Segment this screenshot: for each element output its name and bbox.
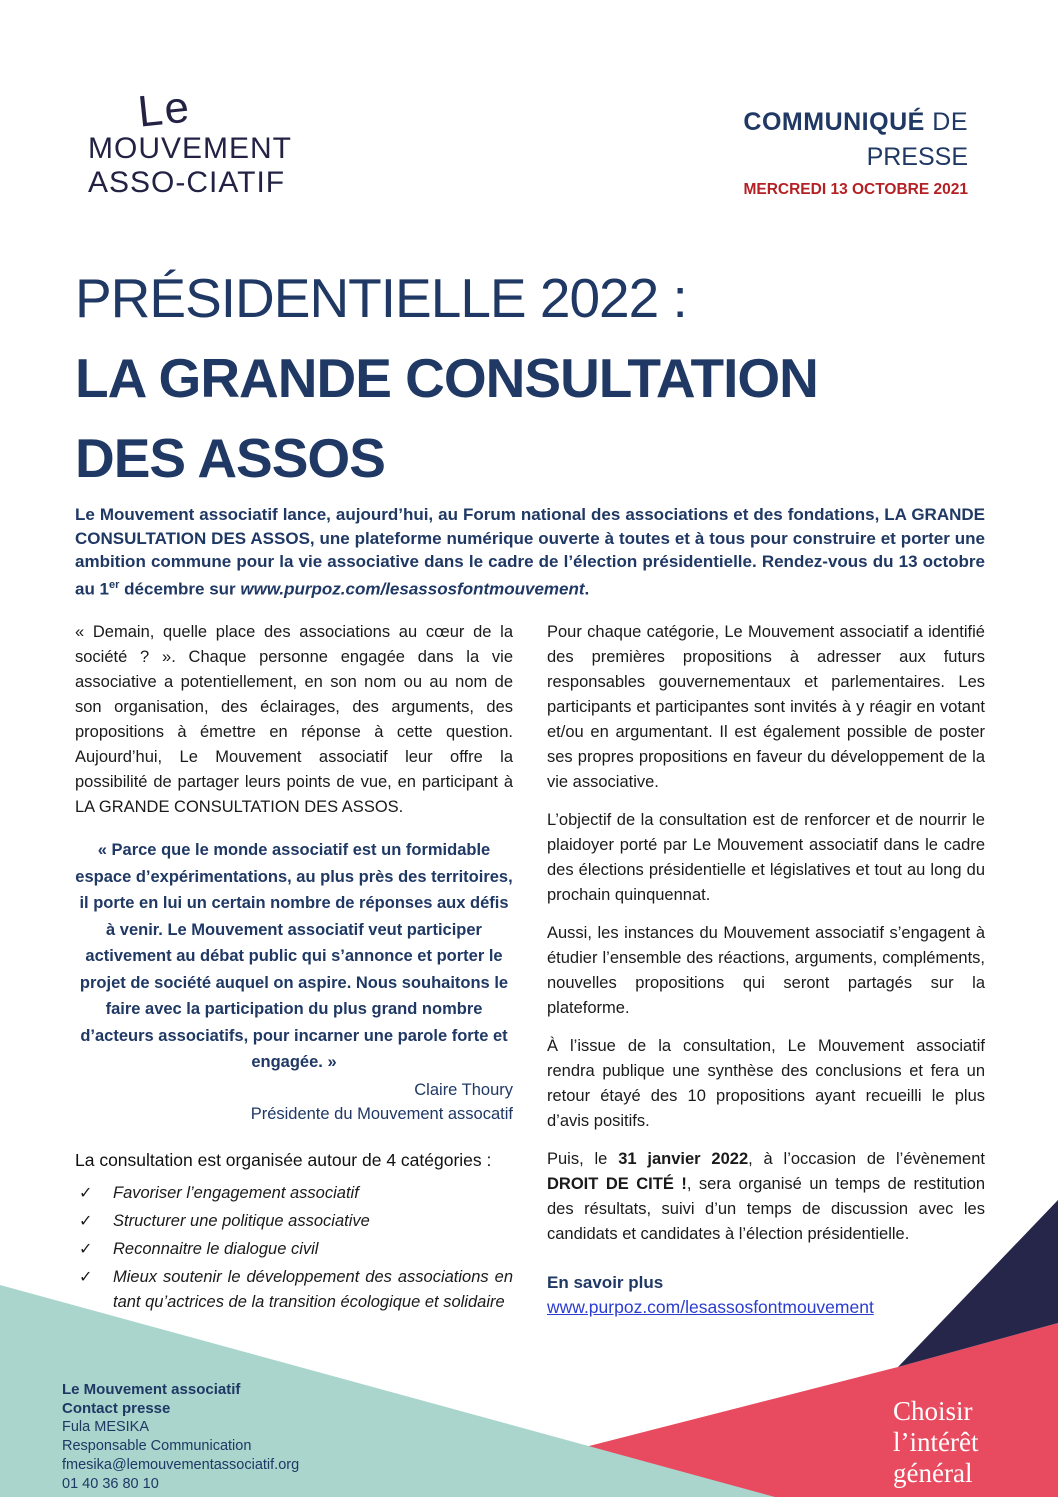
check-icon: ✓ bbox=[79, 1240, 93, 1258]
press-date: MERCREDI 13 OCTOBRE 2021 bbox=[743, 181, 968, 198]
tagline-line-2: l’intérêt bbox=[893, 1427, 979, 1457]
p5-event-name: DROIT DE CITÉ ! bbox=[547, 1175, 687, 1193]
president-quote: « Parce que le monde associatif est un formidable espace d’expérimentations, au plus près des territoires, il porte en lui un certain nombre de réponses aux défis à venir. Le Mouvement associatif veut participer activement au débat public qui s’annonce et porter le projet de société auquel on aspire. Nous souhaitons le faire avec la participation du plus grand nombre d’acteurs associatifs, pour incarner une parole forte et engagée. » bbox=[75, 841, 513, 1071]
kicker-line-1 bbox=[638, 108, 968, 137]
title-line-3: DES ASSOS bbox=[75, 427, 385, 489]
p5-text: Puis, le bbox=[547, 1150, 619, 1168]
page-title bbox=[75, 258, 1015, 498]
check-icon: ✓ bbox=[79, 1184, 93, 1202]
intro-paragraph bbox=[75, 503, 985, 601]
quote-author: Claire Thoury bbox=[414, 1080, 513, 1099]
left-paragraph-1: « Demain, quelle place des associations au cœur de la société ? ». Chaque personne engagée dans la vie associative a potentiellement, en son nom ou au nom de son organisation, des éclairages, des arguments, des propositions à émettre en réponse à cette question. Aujourd’hui, Le Mouvement associatif leur offre la possibilité de partager leurs points de vue, en participant à LA GRANDE CONSULTATION DES ASSOS. bbox=[75, 623, 513, 816]
title-line-1: PRÉSIDENTIELLE 2022 : bbox=[75, 267, 687, 329]
contact-email: fmesika@lemouvementassociatif.org bbox=[62, 1457, 300, 1473]
p5-text-2: , à l’occasion de l’évènement bbox=[748, 1150, 985, 1168]
title-line-2: LA GRANDE CONSULTATION bbox=[75, 347, 818, 409]
contact-name: Fula MESIKA bbox=[62, 1419, 150, 1435]
right-paragraph-3: Aussi, les instances du Mouvement associatif s’engagent à étudier l’ensemble des réactions, arguments, compléments, nouvelles propositions qui seront partagés sur la plateforme. bbox=[547, 924, 985, 1017]
intro-text-2: décembre sur bbox=[119, 579, 241, 599]
p5-date: 31 janvier 2022 bbox=[618, 1150, 749, 1168]
header-kicker bbox=[638, 108, 968, 199]
contact-block bbox=[62, 1380, 392, 1494]
right-paragraph-1: Pour chaque catégorie, Le Mouvement associatif a identifié des premières propositions à adresser aux futurs responsables gouvernementaux et parlementaires. Les participants et participantes sont invités à y réagir en votant et/ou en argumentant. Il est également possible de poster ses propres propositions en faveur du développement de la vie associative. bbox=[547, 623, 985, 791]
check-icon: ✓ bbox=[79, 1268, 93, 1286]
more-info-label: En savoir plus bbox=[547, 1273, 664, 1292]
right-paragraph-4: À l’issue de la consultation, Le Mouvement associatif rendra publique une synthèse des conclusions et fera un retour étayé des 10 propositions ayant recueilli le plus d’avis positifs. bbox=[547, 1037, 985, 1130]
logo-word-le: Le bbox=[135, 82, 194, 137]
tagline bbox=[893, 1396, 978, 1489]
intro-period: . bbox=[584, 579, 590, 599]
category-label: Structurer une politique associative bbox=[113, 1211, 370, 1230]
logo-word-associatif: ASSO-CIATIF bbox=[88, 166, 286, 199]
p5-text-3: , sera organisé un temps de restitution des résultats, suivi d’un temps de discussion avec les candidats et candidates à l’élection présidentielle. bbox=[547, 1175, 985, 1243]
contact-phone: 01 40 36 80 10 bbox=[62, 1476, 159, 1492]
more-info-link[interactable]: www.purpoz.com/lesassosfontmouvement bbox=[547, 1297, 874, 1317]
category-label: Reconnaitre le dialogue civil bbox=[113, 1239, 319, 1258]
logo-word-mouvement: MOUVEMENT bbox=[88, 132, 292, 165]
contact-role: Responsable Communication bbox=[62, 1438, 252, 1454]
category-label: Mieux soutenir le développement des associations en tant qu’actrices de la transition écologique et solidaire bbox=[113, 1267, 513, 1311]
intro-superscript: er bbox=[109, 578, 120, 591]
mouvement-associatif-logo bbox=[88, 82, 338, 199]
intro-text: Le Mouvement associatif lance, aujourd’hui, au Forum national des associations et des fondations, LA GRANDE CONSULTATION DES ASSOS, une plateforme numérique ouverte à toutes et à tous pour construire et porter une ambition commune pour la vie associative dans le cadre de l’élection présidentielle. Rendez-vous du 13 octobre au 1 bbox=[75, 505, 985, 599]
quote-attribution bbox=[75, 1078, 513, 1126]
tagline-line-3: général bbox=[893, 1458, 973, 1488]
category-label: Favoriser l’engagement associatif bbox=[113, 1183, 359, 1202]
contact-press-label: Contact presse bbox=[62, 1400, 171, 1417]
kicker-de: DE bbox=[924, 108, 968, 136]
quote-author-role: Présidente du Mouvement assocatif bbox=[250, 1104, 513, 1123]
categories-intro: La consultation est organisée autour de 4 catégories : bbox=[75, 1149, 492, 1170]
kicker-presse: PRESSE bbox=[866, 143, 968, 171]
right-paragraph-2: L’objectif de la consultation est de renforcer et de nourrir le plaidoyer porté par Le Mouvement associatif dans le cadre des élections présidentielle et législatives et tout au long du prochain quinquennat. bbox=[547, 811, 985, 904]
contact-org: Le Mouvement associatif bbox=[62, 1381, 241, 1398]
intro-url: www.purpoz.com/lesassosfontmouvement bbox=[240, 579, 585, 599]
tagline-line-1: Choisir bbox=[893, 1396, 973, 1426]
kicker-communique: COMMUNIQUÉ bbox=[743, 108, 925, 136]
check-icon: ✓ bbox=[79, 1212, 93, 1230]
